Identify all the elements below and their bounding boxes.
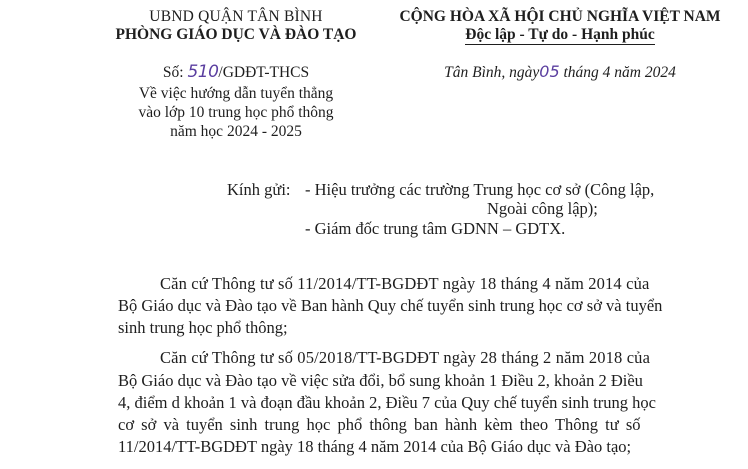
body-line: 4, điểm d khoản 1 và đoạn đầu khoản 2, Điều 7 của Quy chế tuyển sinh trung học <box>118 393 656 412</box>
recipient-2: - Giám đốc trung tâm GDNN – GDTX. <box>305 219 566 238</box>
doc-number-suffix: /GDĐT-THCS <box>218 64 310 81</box>
department-name: PHÒNG GIÁO DỤC VÀ ĐÀO TẠO <box>115 26 357 43</box>
body-line: 11/2014/TT-BGDĐT ngày 18 tháng 4 năm 2014 của Bộ Giáo dục và Đào tạo; <box>118 437 632 456</box>
country-name: CỘNG HÒA XÃ HỘI CHỦ NGHĨA VIỆT NAM <box>399 8 721 25</box>
issuing-authority-block <box>86 8 386 44</box>
subject-line-2: vào lớp 10 trung học phổ thông <box>138 104 334 121</box>
subject-block <box>86 84 386 141</box>
body-line: Căn cứ Thông tư số 05/2018/TT-BGDĐT ngày 28 tháng 2 năm 2018 của <box>160 348 651 367</box>
doc-number-handwritten: 510 <box>187 62 219 82</box>
recipient-1-line-1: - Hiệu trưởng các trường Trung học cơ sở (Công lập, <box>305 180 655 199</box>
body-line: Căn cứ Thông tư số 11/2014/TT-BGDĐT ngày 18 tháng 4 năm 2014 của <box>160 274 650 293</box>
body-line: cơ sở và tuyển sinh trung học phổ thông ban hành kèm theo Thông tư số <box>118 415 641 434</box>
recipients-label: Kính gửi: <box>227 180 291 199</box>
national-motto: Độc lập - Tự do - Hạnh phúc <box>465 26 655 43</box>
date-suffix: tháng 4 năm 2024 <box>559 64 676 81</box>
recipient-1-line-2: Ngoài công lập); <box>487 199 598 218</box>
district-name: UBND QUẬN TÂN BÌNH <box>149 8 323 25</box>
date-prefix: Tân Bình, ngày <box>444 64 540 81</box>
date-day-handwritten: 05 <box>539 62 560 81</box>
subject-line-3: năm học 2024 - 2025 <box>170 123 302 140</box>
subject-line-1: Về việc hướng dẫn tuyển thẳng <box>138 85 334 102</box>
national-motto-block <box>382 8 738 45</box>
doc-number-prefix: Số: <box>162 64 188 81</box>
document-number <box>86 62 386 82</box>
body-line: Bộ Giáo dục và Đào tạo về Ban hành Quy chế tuyển sinh trung học cơ sở và tuyển <box>118 296 663 315</box>
body-line: Bộ Giáo dục và Đào tạo về việc sửa đổi, bổ sung khoản 1 Điều 2, khoản 2 Điều <box>118 371 643 390</box>
issue-date <box>382 62 738 82</box>
body-line: sinh trung học phổ thông; <box>118 318 288 337</box>
